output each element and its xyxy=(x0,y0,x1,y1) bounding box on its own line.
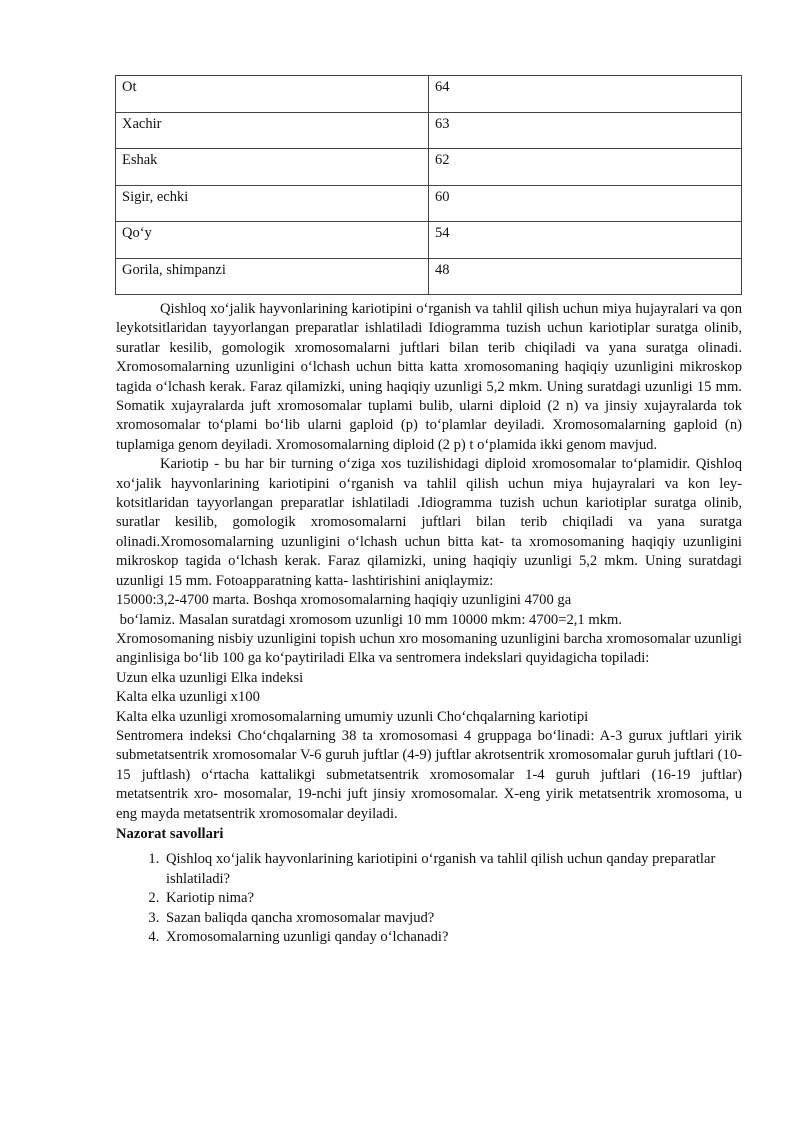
table-cell-animal: Ot xyxy=(116,76,429,113)
table-row xyxy=(116,185,742,222)
table-cell-animal: Gorila, shimpanzi xyxy=(116,258,429,295)
table-cell-animal: Sigir, echki xyxy=(116,185,429,222)
calculation-line-2: bo‘lamiz. Masalan suratdagi xromosom uzunligi 10 mm 10000 mkm: 4700=2,1 mkm. xyxy=(116,611,622,628)
formula-line-3: Kalta elka uzunligi xromosomalarning umumiy uzunli Cho‘chqalarning kariotipi xyxy=(116,708,589,725)
table-row xyxy=(116,222,742,259)
table-cell-count: 54 xyxy=(429,222,742,259)
question-item: 4. Xromosomalarning uzunligi qanday o‘lchanadi? xyxy=(163,928,742,947)
formula-line-1: Uzun elka uzunligi Elka indeksi xyxy=(116,669,304,686)
formula-line-2: Kalta elka uzunligi x100 xyxy=(116,689,260,706)
table-cell-count: 48 xyxy=(429,258,742,295)
questions-list xyxy=(116,850,742,947)
calculation-line-1: 15000:3,2-4700 marta. Boshqa xromosomalarning haqiqiy uzunligini 4700 ga xyxy=(116,592,572,609)
table-row xyxy=(116,258,742,295)
table-cell-count: 64 xyxy=(429,76,742,113)
table-cell-count: 63 xyxy=(429,112,742,149)
table-row xyxy=(116,149,742,186)
questions-heading: Nazorat savollari xyxy=(116,825,224,842)
question-item: 2. Kariotip nima? xyxy=(163,889,742,908)
paragraph-karyotype-definition: Kariotip - bu har bir turning o‘ziga xos tuzilishidagi diploid xromosomalar to‘plamidir. Qishloq xo‘jalik hayvonlarining kariotipini o‘rganish va tahlil qilish uchun miya hujayralari va kon ley- kotsitlaridan tayyorlangan preparatlar ishlatiladi .Idiogramma tuzish uchun kariotiplar suratga olinib, suratlar kesilib, gomologik xromosomalarni juftlari bilan terib chiqiladi va yana suratga olinadi.Xromosomalarning uzunligini o‘lchash uchun bitta kat- ta xromosomaning haqiqiy uzunligini mikroskop tagida o‘lchash kerak. Faraz qilamizki, uning haqiqiy uzunligi 5,2 mkm. Uning suratdagi uzunligi 15 mm. Fotoapparatning katta- lashtirishini aniqlaymiz: xyxy=(116,456,742,589)
table-cell-count: 62 xyxy=(429,149,742,186)
table-row xyxy=(116,112,742,149)
table-cell-animal: Eshak xyxy=(116,149,429,186)
table-cell-count: 60 xyxy=(429,185,742,222)
question-item: 1. Qishloq xo‘jalik hayvonlarining kariotipini o‘rganish va tahlil qilish uchun qanday preparatlar ishlatiladi? xyxy=(163,850,742,889)
table-cell-animal: Xachir xyxy=(116,112,429,149)
question-item: 3. Sazan baliqda qancha xromosomalar mavjud? xyxy=(163,909,742,928)
body-text xyxy=(116,300,742,947)
chromosome-count-table xyxy=(115,75,742,295)
paragraph-relative-length: Xromosomaning nisbiy uzunligini topish uchun xro mosomaning uzunligini barcha xromosomalar uzunligi anginlisiga bo‘lib 100 ga ko‘paytiriladi Elka va sentromera indekslari quyidagicha topiladi: xyxy=(116,630,742,667)
table-cell-animal: Qo‘y xyxy=(116,222,429,259)
table-row xyxy=(116,76,742,113)
paragraph-preparations: Qishloq xo‘jalik hayvonlarining kariotipini o‘rganish va tahlil qilish uchun miya hujayralari va qon leykotsitlaridan tayyorlangan preparatlar ishlatiladi Idiogramma tuzish uchun kariotiplar suratga olinib, suratlar kesilib, gomologik xromosomalarni juftlari bilan terib chiqiladi va yana suratga olinadi. Xromosomalarning uzunligini o‘lchash uchun bitta katta xromosomaning haqiqiy uzunligini mikroskop tagida o‘lchash kerak. Faraz qilamizki, uning haqiqiy uzunligi 5,2 mkm. Uning suratdagi uzunligi 15 mm. Somatik xujayralarda juft xromosomalar tuplami bulib, ularni diploid (2 n) va jinsiy xujayralarda tok xromosomalar to‘plami bo‘lib ularni gaploid (p) to‘plamlar deyiladi. Xromosomalarning gaploid (n) tuplamiga genom deyiladi. Xromosomalarning diploid (2 p) t o‘plamida ikki genom mavjud. xyxy=(116,301,742,453)
paragraph-centromere-index: Sentromera indeksi Cho‘chqalarning 38 ta xromosomasi 4 gruppaga bo‘linadi: A-3 gurux juftlari yirik submetatsentrik xromosomalar V-6 guruh juftlar (4-9) juftlar akrotsentrik xromosomalar guruh juftlari (10-15 juftlash) o‘rtacha kattalikgi submetatsentrik xromosomalar 1-4 guruh juftlari (16-19 juftlar) metatsentrik xro- mosomalar, 19-nchi juft jinsiy xromosomalar. X-eng yirik metatsentrik xromosoma, u eng mayda metatsentrik xromosomalar deyiladi. xyxy=(116,727,742,822)
